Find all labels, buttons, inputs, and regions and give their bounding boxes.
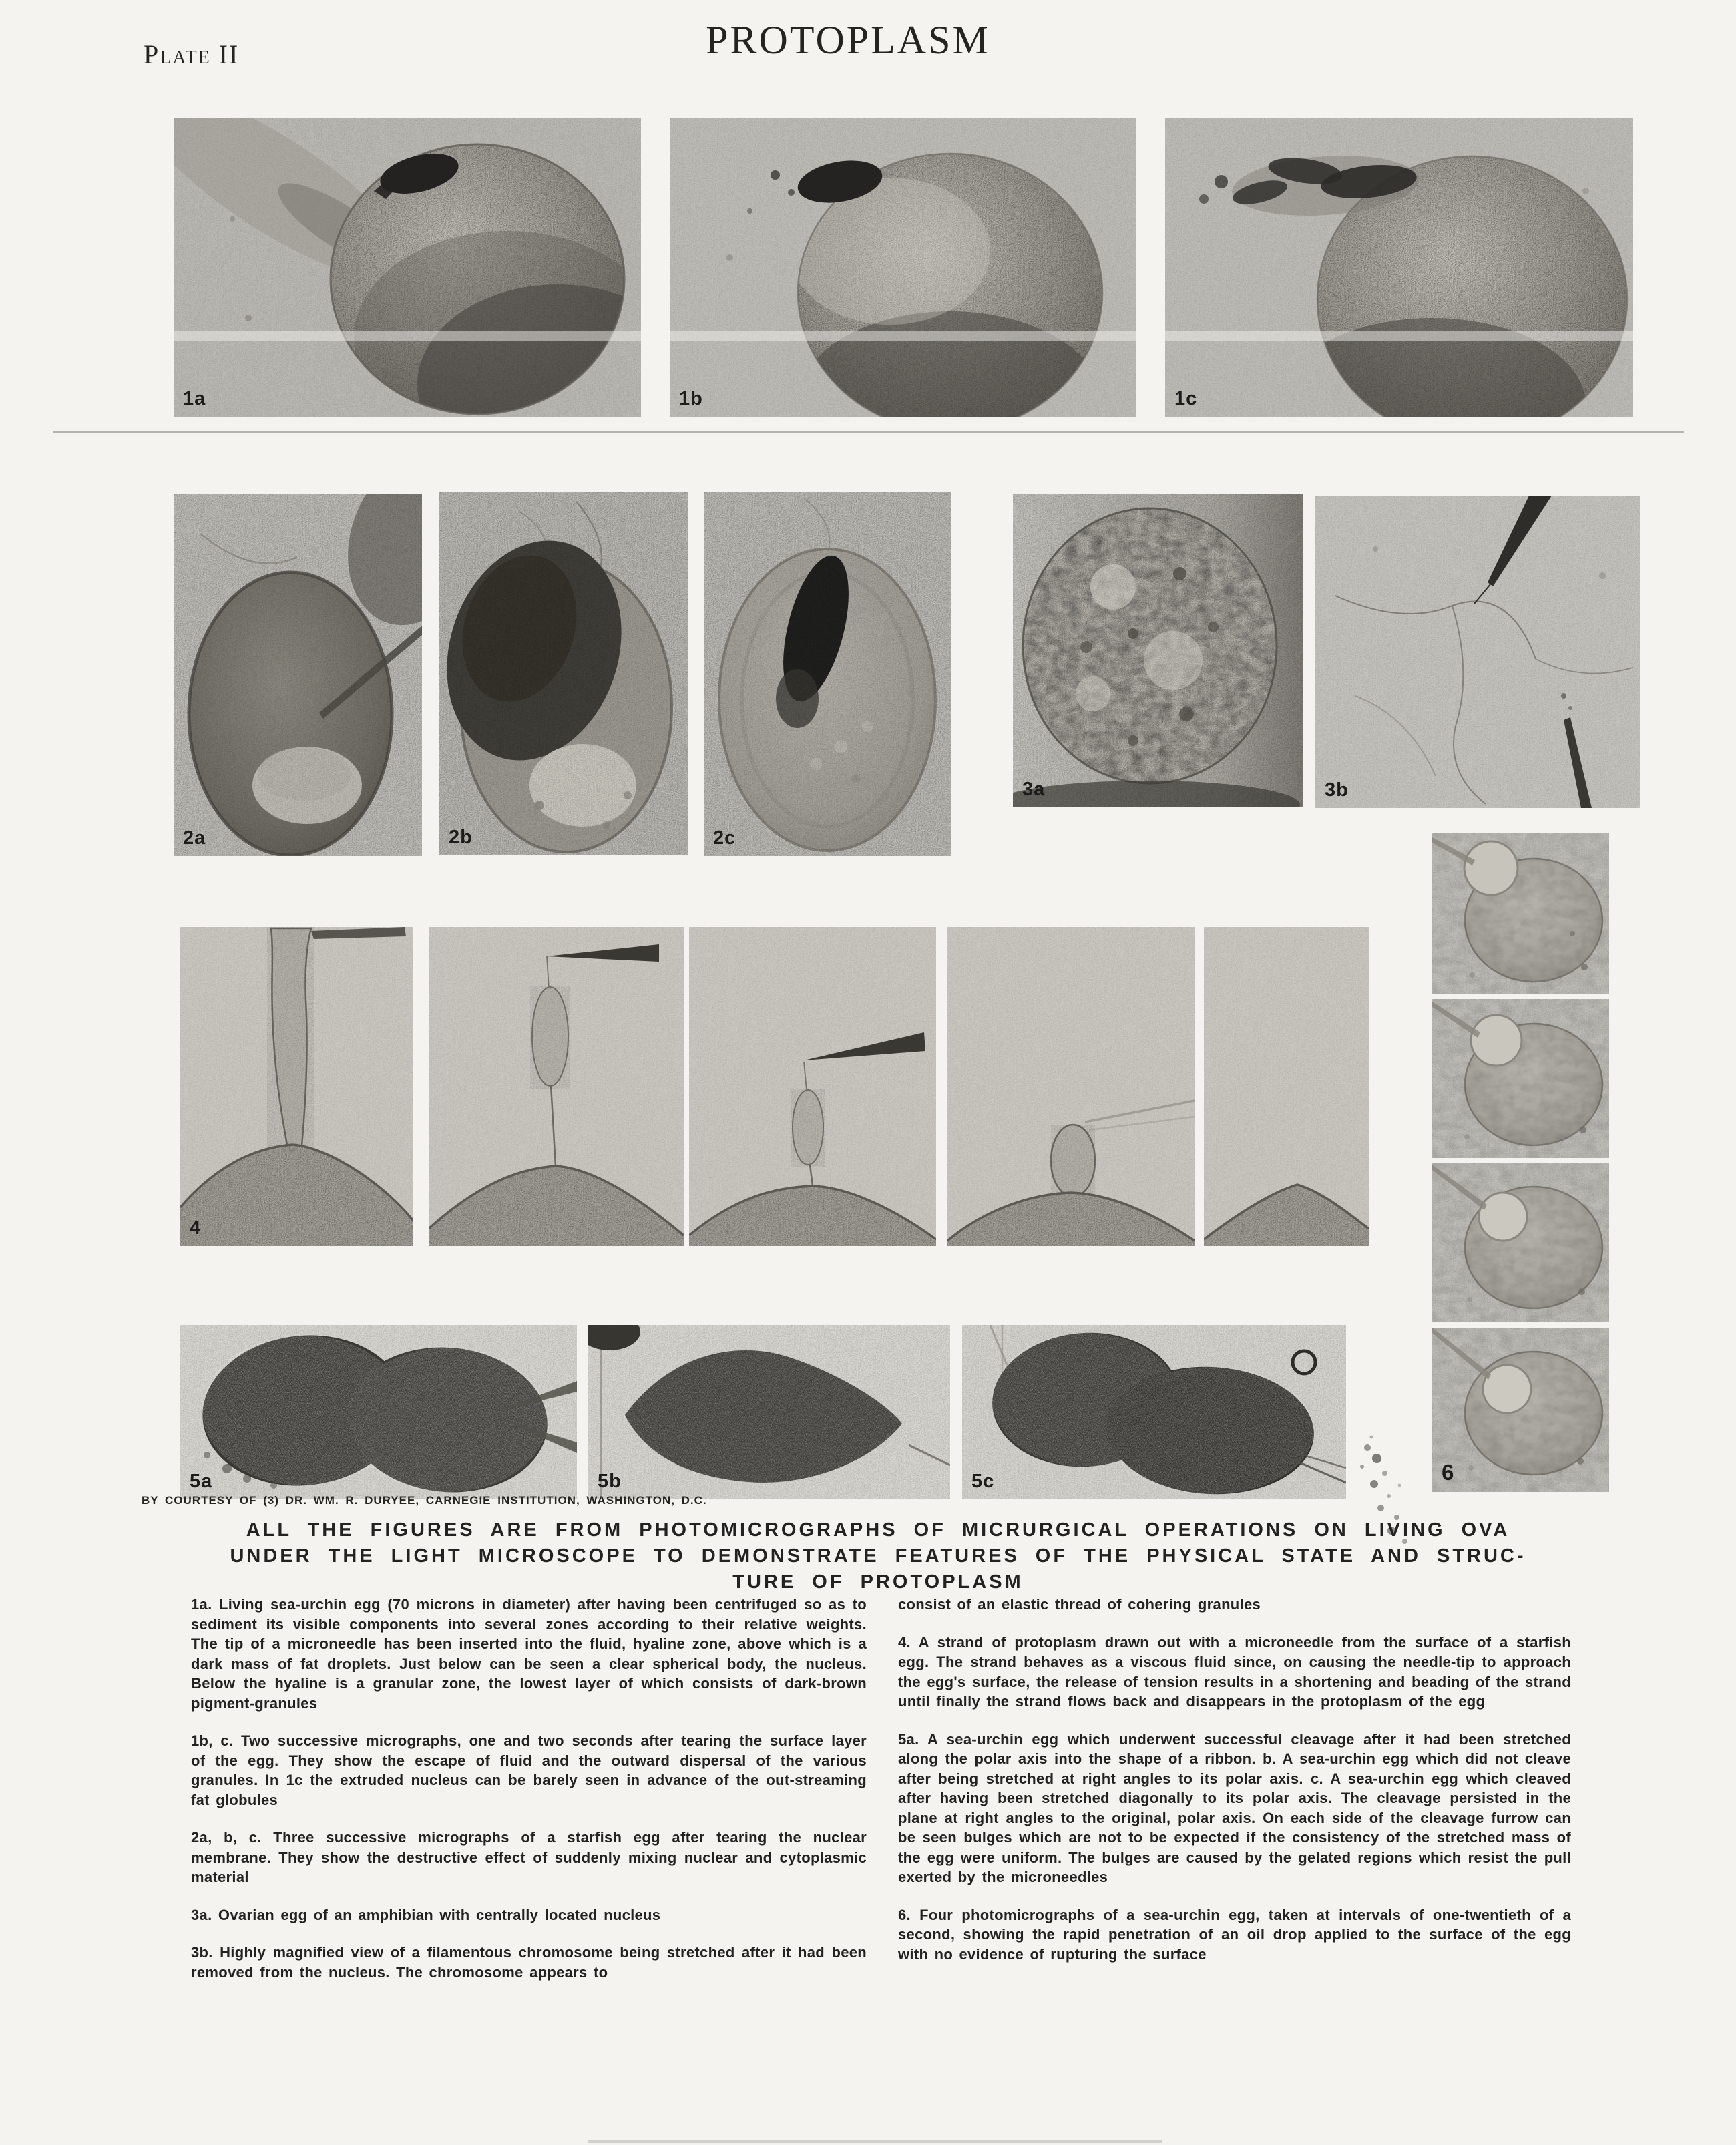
figure-3a xyxy=(1013,494,1303,807)
figure-3b xyxy=(1315,496,1640,808)
figure-4-panel-2 xyxy=(429,927,684,1246)
figure-2c xyxy=(704,492,951,856)
figure-5a xyxy=(180,1325,577,1499)
caption-3b xyxy=(191,1943,867,1982)
figure-label-5b: 5b xyxy=(598,1471,622,1492)
caption-2abc xyxy=(191,1828,867,1887)
figure-6-panel-1 xyxy=(1432,833,1609,994)
caption-2abc-lead: 2a, b, c. xyxy=(191,1829,262,1846)
photomicrograph-1a xyxy=(174,118,641,417)
figure-5b xyxy=(588,1325,950,1499)
plate-label: Plate II xyxy=(144,39,240,69)
photomicrograph-5b xyxy=(588,1325,950,1499)
caption-3a-text: Ovarian egg of an amphibian with centrally located nucleus xyxy=(218,1906,661,1923)
headline-line-3: TURE OF PROTOPLASM xyxy=(732,1571,1024,1593)
figure-label-1b: 1b xyxy=(679,388,703,409)
caption-column-right xyxy=(898,1595,1571,1982)
photomicrograph-2c xyxy=(704,492,951,856)
caption-5abc xyxy=(898,1730,1571,1887)
figure-label-2c: 2c xyxy=(713,827,736,849)
page-title: PROTOPLASM xyxy=(706,18,990,62)
horizontal-rule xyxy=(53,431,1684,433)
figure-label-3a: 3a xyxy=(1022,779,1046,800)
figure-label-3b: 3b xyxy=(1325,779,1349,801)
caption-3a-lead: 3a. xyxy=(191,1906,212,1923)
figure-6-panel-4 xyxy=(1432,1328,1609,1492)
photomicrograph-4e xyxy=(1204,927,1369,1246)
courtesy-line: BY COURTESY OF (3) DR. WM. R. DURYEE, CARNEGIE INSTITUTION, WASHINGTON, D.C. xyxy=(142,1494,707,1507)
figure-label-5a: 5a xyxy=(190,1471,213,1492)
caption-4-text: A strand of protoplasm drawn out with a microneedle from the surface of a starfish egg. The strand behaves as a viscous fluid since, on causing the needle-tip to approach the egg's surface, the release of tension results in a shortening and beading of the strand until finally the strand flows back and disappears in the protoplasm of the egg xyxy=(898,1633,1571,1710)
scan-edge-artifact xyxy=(588,2140,1162,2143)
photomicrograph-4c xyxy=(689,927,936,1246)
headline-line-2: UNDER THE LIGHT MICROSCOPE TO DEMONSTRATE FEATURES OF THE PHYSICAL STATE AND STRUC- xyxy=(230,1545,1526,1567)
figure-6-panel-3 xyxy=(1432,1163,1609,1322)
photomicrograph-1c xyxy=(1165,118,1633,417)
photomicrograph-4d xyxy=(947,927,1195,1246)
caption-headline xyxy=(187,1517,1569,1595)
caption-3b-continued-text: consist of an elastic thread of cohering granules xyxy=(898,1596,1261,1613)
figure-4-panel-1 xyxy=(180,927,413,1246)
photomicrograph-6c xyxy=(1432,1163,1609,1322)
caption-6 xyxy=(898,1905,1571,1965)
caption-1a xyxy=(191,1595,867,1713)
caption-1a-lead: 1a. xyxy=(191,1596,212,1613)
photomicrograph-3b xyxy=(1315,496,1640,808)
photomicrograph-6a xyxy=(1432,833,1609,994)
caption-3a xyxy=(191,1905,867,1925)
figure-label-1a: 1a xyxy=(183,388,206,409)
photomicrograph-2a xyxy=(174,494,422,856)
figure-label-5c: 5c xyxy=(971,1471,995,1492)
caption-1a-text: Living sea-urchin egg (70 microns in diameter) after having been centrifuged so as to sediment its visible components into several zones according to their relative weights. The tip of a microneedle has been inserted into the fluid, hyaline zone, above which is a dark mass of fat droplets. Just below can be seen a clear spherical body, the nucleus. Below the hyaline is a granular zone, the lowest layer of which consists of dark-brown pigment-granules xyxy=(191,1596,867,1712)
figure-label-4: 4 xyxy=(190,1217,202,1239)
figure-1a xyxy=(174,118,641,417)
figure-4-panel-4 xyxy=(947,927,1195,1246)
caption-3b-text: Highly magnified view of a filamentous chromosome being stretched after it had been removed from the nucleus. The chromosome appears to xyxy=(191,1944,867,1981)
photomicrograph-2b xyxy=(439,492,688,855)
caption-6-text: Four photomicrographs of a sea-urchin egg, taken at intervals of one-twentieth of a second, showing the rapid penetration of an oil drop applied to the surface of the egg with no evidence of rupturing the surface xyxy=(898,1906,1571,1963)
headline-line-1: ALL THE FIGURES ARE FROM PHOTOMICROGRAPHS OF MICRURGICAL OPERATIONS ON LIVING OVA xyxy=(246,1519,1510,1541)
caption-6-lead: 6. xyxy=(898,1906,911,1923)
caption-3b-lead: 3b. xyxy=(191,1944,213,1961)
figure-4-panel-5 xyxy=(1204,927,1369,1246)
caption-4-lead: 4. xyxy=(898,1633,911,1651)
photomicrograph-6b xyxy=(1432,999,1609,1158)
caption-2abc-text: Three successive micrographs of a starfish egg after tearing the nuclear membrane. They show the destructive effect of suddenly mixing nuclear and cytoplasmic material xyxy=(191,1829,867,1885)
figure-4-panel-3 xyxy=(689,927,936,1246)
figure-label-2a: 2a xyxy=(183,827,206,849)
photomicrograph-3a xyxy=(1013,494,1303,807)
photomicrograph-1b xyxy=(670,118,1136,417)
caption-5abc-text: A sea-urchin egg which underwent successful cleavage after it had been stretched along the polar axis into the shape of a ribbon. b. A sea-urchin egg which did not cleave after being stretched at right angles to its polar axis. c. A sea-urchin egg which cleaved after having been stretched diagonally to its polar axis. The cleavage persisted in the plane at right angles to the original, polar axis. On each side of the cleavage furrow can be seen bulges which are not to be expected if the consistency of the stretched mass of the egg were uniform. The bulges are caused by the gelated regions which resist the pull exerted by the microneedles xyxy=(898,1730,1571,1885)
figure-5c xyxy=(962,1325,1346,1499)
photomicrograph-5a xyxy=(180,1325,577,1499)
figure-1b xyxy=(670,118,1136,417)
figure-2b xyxy=(439,492,688,855)
caption-4 xyxy=(898,1633,1571,1712)
photomicrograph-4b xyxy=(429,927,684,1246)
caption-1bc xyxy=(191,1731,867,1810)
photomicrograph-6d xyxy=(1432,1328,1609,1492)
figure-label-2b: 2b xyxy=(449,827,473,848)
figure-label-1c: 1c xyxy=(1174,388,1198,409)
caption-5abc-lead: 5a. xyxy=(898,1730,919,1748)
caption-1bc-text: Two successive micrographs, one and two seconds after tearing the surface layer of the egg. They show the escape of fluid and the outward dispersal of the various granules. In 1c the extruded nucleus can be barely seen in advance of the out-streaming fat globules xyxy=(191,1732,867,1808)
caption-1bc-lead: 1b, c. xyxy=(191,1732,234,1749)
photomicrograph-4a xyxy=(180,927,413,1246)
figure-6-panel-2 xyxy=(1432,999,1609,1158)
caption-3b-continued xyxy=(898,1595,1571,1615)
photomicrograph-5c xyxy=(962,1325,1346,1499)
figure-label-6: 6 xyxy=(1442,1460,1455,1485)
caption-column-left xyxy=(191,1595,867,2000)
figure-1c xyxy=(1165,118,1633,417)
figure-2a xyxy=(174,494,422,856)
